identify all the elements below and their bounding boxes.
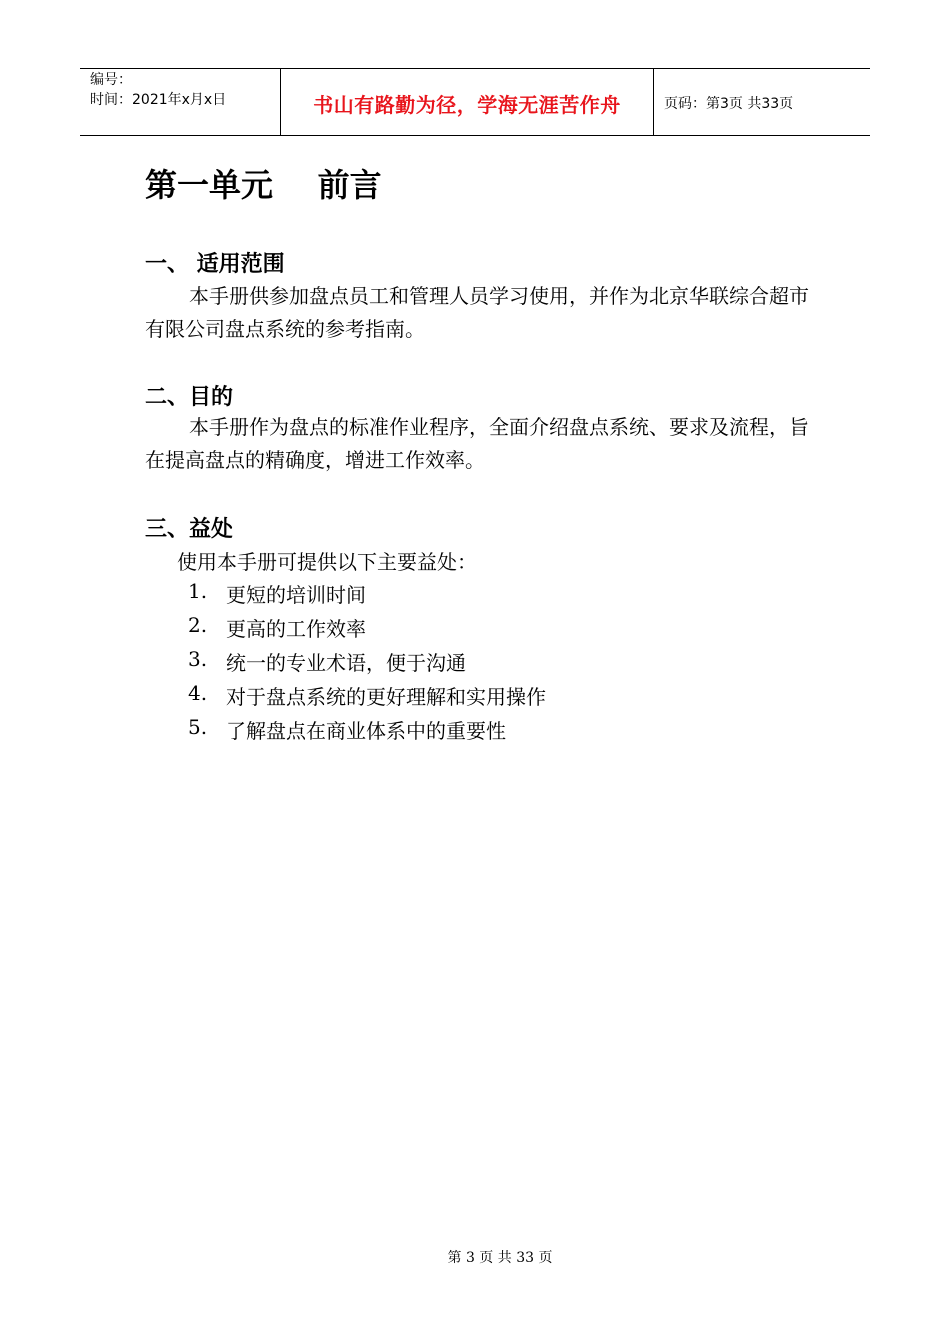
benefits-intro: 使用本手册可提供以下主要益处：: [177, 550, 477, 574]
section-heading-scope: 一、 适用范围: [145, 252, 285, 277]
list-item-number: 2.: [188, 613, 208, 637]
page-footer: 第 3 页 共 33 页: [447, 1250, 553, 1266]
list-item: [188, 681, 546, 710]
list-item-number: 5.: [188, 715, 208, 739]
document-date-label: 时间：2021年x月x日: [90, 92, 227, 108]
list-item-text: 统一的专业术语，便于沟通: [226, 651, 466, 675]
list-item-text: 更高的工作效率: [226, 617, 366, 641]
list-item-number: 1.: [188, 579, 208, 603]
header-motto: 书山有路勤为径，学海无涯苦作舟: [313, 92, 621, 117]
header-page-cell: [654, 69, 870, 135]
list-item: [188, 579, 366, 608]
list-item: [188, 647, 466, 676]
list-item-text: 对于盘点系统的更好理解和实用操作: [226, 685, 546, 709]
page-header: [80, 68, 870, 136]
list-item-text: 更短的培训时间: [226, 583, 366, 607]
section-paragraph-purpose: 本手册作为盘点的标准作业程序，全面介绍盘点系统、要求及流程，旨在提高盘点的精确度，增进工作效率。: [145, 415, 809, 472]
section-paragraph-scope: 本手册供参加盘点员工和管理人员学习使用，并作为北京华联综合超市有限公司盘点系统的参考指南。: [145, 284, 809, 341]
list-item-number: 3.: [188, 647, 208, 671]
header-meta-cell: [80, 69, 281, 135]
header-page-info: 页码：第3页 共33页: [664, 96, 794, 112]
document-number-label: 编号：: [90, 72, 132, 88]
section-heading-benefits: 三、益处: [145, 517, 234, 542]
list-item-text: 了解盘点在商业体系中的重要性: [226, 719, 506, 743]
list-item-number: 4.: [188, 681, 208, 705]
section-heading-purpose: 二、目的: [145, 385, 234, 410]
unit-title: 第一单元 前言: [145, 166, 382, 204]
header-motto-cell: [281, 69, 654, 135]
list-item: [188, 715, 506, 744]
list-item: [188, 613, 366, 642]
